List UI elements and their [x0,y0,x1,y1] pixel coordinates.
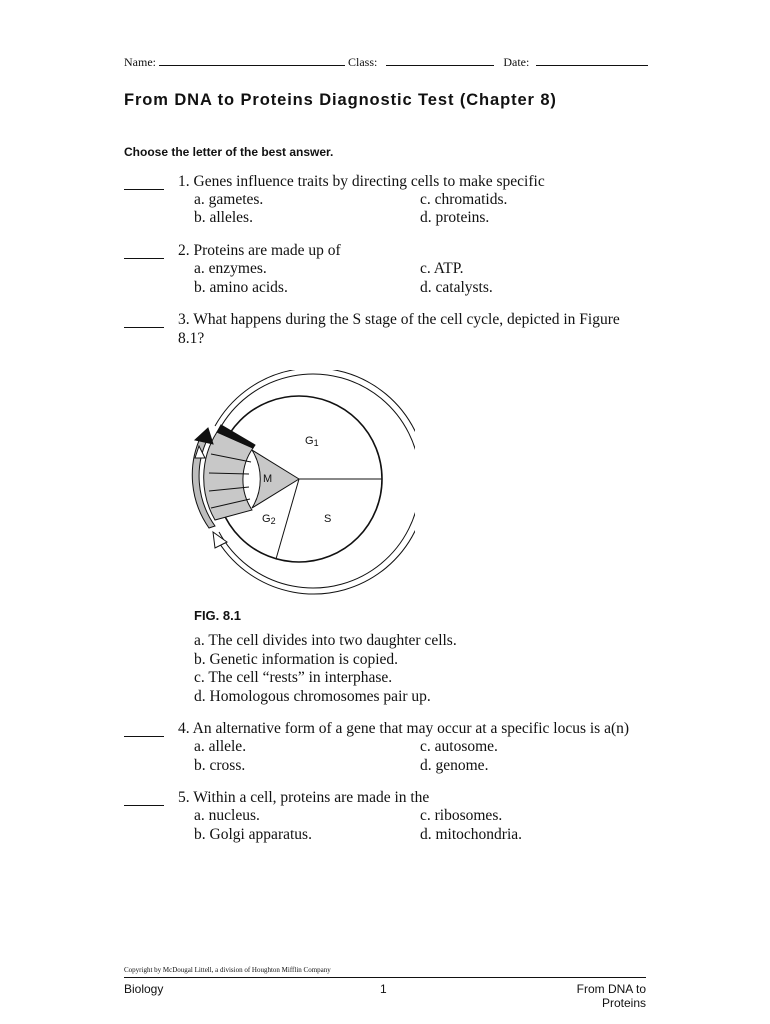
footer-chapter: From DNA to Proteins [576,982,646,1010]
q5-option-c: c. ribosomes. [420,807,503,824]
answer-blank-4[interactable] [124,736,164,737]
footer-subject: Biology [124,982,164,996]
q3-option-d: d. Homologous chromosomes pair up. [194,688,431,705]
g2-subscript: 2 [270,516,276,526]
q2-option-c: c. ATP. [420,260,464,277]
s-label: S [324,513,332,525]
g1-label: G1 [305,435,319,448]
question-2-stem: 2. Proteins are made up of [178,242,341,259]
cell-cycle-figure [175,370,415,605]
g2-label: G2 [262,513,276,526]
q5-option-b: b. Golgi apparatus. [194,826,312,843]
q1-option-d: d. proteins. [420,209,490,226]
answer-blank-1[interactable] [124,189,164,190]
copyright-notice: Copyright by McDougal Littell, a division of Houghton Mifflin Company [124,966,331,974]
q4-option-d: d. genome. [420,757,489,774]
name-field[interactable] [159,55,345,66]
page-title: From DNA to Proteins Diagnostic Test (Chapter 8) [124,91,557,109]
q4-option-c: c. autosome. [420,738,498,755]
page-number: 1 [380,982,387,996]
q4-option-b: b. cross. [194,757,246,774]
q1-option-b: b. alleles. [194,209,253,226]
arrow-head-top [195,428,213,444]
class-label: Class: [348,55,378,69]
q4-option-a: a. allele. [194,738,247,755]
q5-option-d: d. mitochondria. [420,826,523,843]
question-4-stem: 4. An alternative form of a gene that may occur at a specific locus is a(n) [178,720,630,737]
date-label: Date: [503,55,530,69]
q2-option-a: a. enzymes. [194,260,267,277]
q3-option-c: c. The cell “rests” in interphase. [194,669,393,686]
figure-caption: FIG. 8.1 [194,608,241,623]
q5-option-a: a. nucleus. [194,807,260,824]
q2-option-d: d. catalysts. [420,279,493,296]
instructions: Choose the letter of the best answer. [124,145,334,159]
q1-option-a: a. gametes. [194,191,264,208]
name-label: Name: [124,55,156,69]
answer-blank-2[interactable] [124,258,164,259]
footer-divider [124,977,646,978]
answer-blank-5[interactable] [124,805,164,806]
date-field[interactable] [536,55,648,66]
question-3-stem: 3. What happens during the S stage of the cell cycle, depicted in Figure 8.1? [178,311,620,347]
header-fields [124,55,646,70]
q2-option-b: b. amino acids. [194,279,288,296]
g1-subscript: 1 [313,438,319,448]
question-1-stem: 1. Genes influence traits by directing cells to make specific [178,173,545,190]
q3-option-a: a. The cell divides into two daughter cells. [194,632,457,649]
answer-blank-3[interactable] [124,327,164,328]
q3-option-b: b. Genetic information is copied. [194,651,399,668]
class-field[interactable] [386,55,494,66]
q1-option-c: c. chromatids. [420,191,508,208]
question-5-stem: 5. Within a cell, proteins are made in the [178,789,430,806]
m-label: M [263,473,273,485]
